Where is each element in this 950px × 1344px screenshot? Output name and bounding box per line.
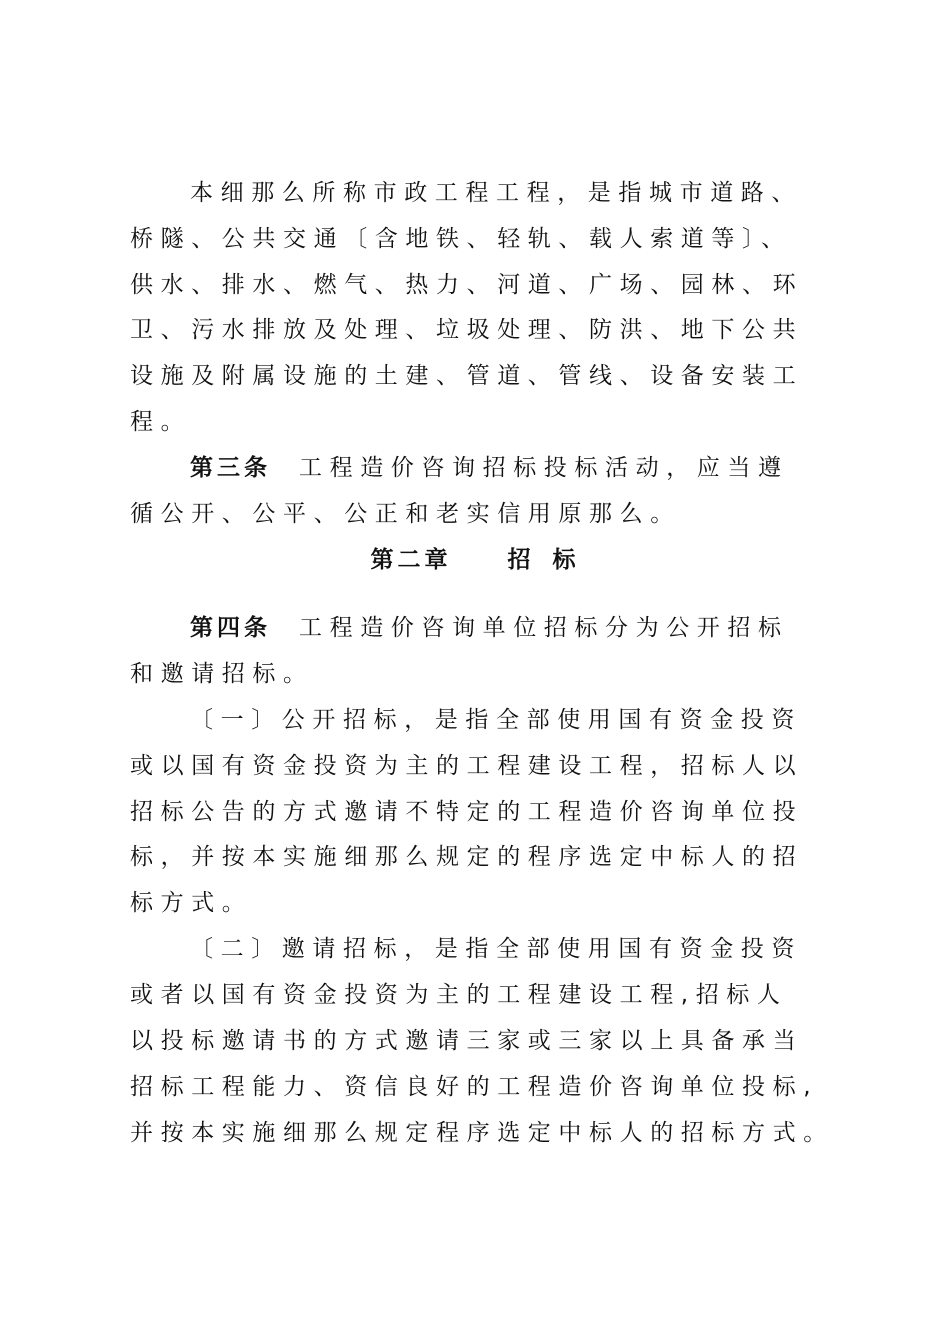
item-2-line-3: 以投标邀请书的方式邀请三家或三家以上具备承当 [130, 1028, 804, 1054]
article-3-line-2: 循公开、公平、公正和老实信用原那么。 [130, 501, 681, 527]
paragraph-1-line-5: 设施及附属设施的土建、管道、管线、设备安装工 [130, 363, 804, 389]
item-2-line-5: 并按本实施细那么规定程序选定中标人的招标方式。 [130, 1120, 834, 1146]
article-3-first-line [190, 453, 890, 483]
article-4-first-line [190, 613, 890, 643]
chapter-number: 第二章 [370, 547, 452, 573]
article-4-line-2: 和邀请招标。 [130, 661, 314, 687]
paragraph-1-line-2: 桥隧、公共交通〔含地铁、轻轨、载人索道等〕、 [130, 226, 792, 252]
paragraph-1-line-3: 供水、排水、燃气、热力、河道、广场、园林、环 [130, 272, 804, 298]
item-1-line-3: 招标公告的方式邀请不特定的工程造价咨询单位投 [130, 799, 804, 825]
paragraph-1-line-6: 程。 [130, 409, 192, 435]
article-3-text-1: 工程造价咨询招标投标活动，应当遵 [299, 455, 789, 481]
chapter-heading [0, 545, 950, 575]
paragraph-1-line-1: 本细那么所称市政工程工程，是指城市道路、 [190, 180, 802, 206]
article-4-text-1: 工程造价咨询单位招标分为公开招标 [299, 615, 789, 641]
item-2-line-2: 或者以国有资金投资为主的工程建设工程,招标人 [130, 982, 788, 1008]
chapter-title-char-2: 标 [552, 547, 580, 573]
paragraph-1-line-4: 卫、污水排放及处理、垃圾处理、防洪、地下公共 [130, 317, 804, 343]
item-2-line-4: 招标工程能力、资信良好的工程造价咨询单位投标, [130, 1074, 819, 1100]
item-1-line-2: 或以国有资金投资为主的工程建设工程，招标人以 [130, 753, 804, 779]
item-1-line-4: 标，并按本实施细那么规定的程序选定中标人的招 [130, 844, 804, 870]
item-1-line-1: 〔一〕公开招标，是指全部使用国有资金投资 [190, 707, 802, 733]
chapter-title-char-1: 招 [507, 547, 535, 573]
article-3-label: 第三条 [190, 455, 271, 481]
item-1-line-5: 标方式。 [130, 890, 253, 916]
article-4-label: 第四条 [190, 615, 271, 641]
item-2-line-1: 〔二〕邀请招标，是指全部使用国有资金投资 [190, 936, 802, 962]
